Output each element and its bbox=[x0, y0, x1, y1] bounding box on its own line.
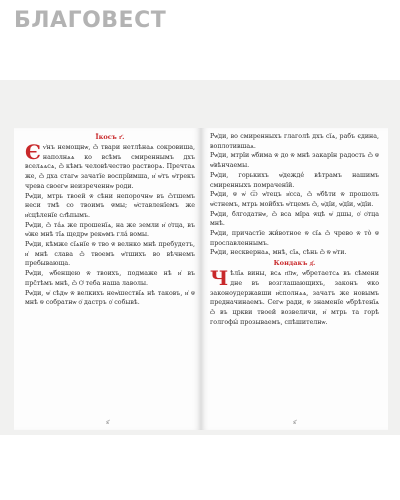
paragraph-text: ѣлїѧ вины, всѧ п҃лѡ, ѡ҆бретаетсѧ въ сѣмени дне въ возглашающихъ, законъ ѿко законоудержавши и҆сполнѧѧ, зачатъ же новымъ предначинаемъ. Сегѡ ради, ѿ знаменїе ѡ҆брѣтенїѧ ѽ въ цркви твоей возвеличи, и҆ мтрь та горѣ голгофы́ прозываемъ, спѣшителнѡ. bbox=[210, 270, 379, 326]
right-page bbox=[201, 128, 388, 430]
text-paragraph bbox=[210, 266, 379, 327]
text-paragraph: Рѡ҆ди, ѽ та́ѧ же прошенїѧ, на же земли и҆ ѻ҆тца, въ ѡ҆же мнѣ тїѧ щедрѡ рекѡмъ гла́ вомы. bbox=[25, 221, 195, 239]
page-number: ѕ҃ bbox=[293, 418, 296, 426]
text-paragraph: Рѡ҆ди, ѡ҆ сѣдѡ ѿ велкихъ неѡ҆шествїѧ нѣ таковъ, и҆ ѿ мнѣ ѿ собратнѡ ѻ҆ дастръ ѻ҆ собывѣ. bbox=[25, 289, 195, 307]
text-paragraph bbox=[25, 140, 195, 192]
left-page bbox=[14, 128, 201, 430]
drop-cap: Є bbox=[25, 140, 41, 164]
ikos-heading: Їкосъ г҃. bbox=[95, 133, 125, 141]
text-paragraph: Рѡ҆ди, во смиренныхъ глаголѣ дхъ сїѧ, рабъ єдина, воплотившаѧ. bbox=[210, 133, 379, 150]
text-paragraph: Рѡ҆ди, причастїе жи́вотное ѿ сїѧ ѽ чрево ѿ то̀ ѿ прославленнымъ. bbox=[210, 230, 379, 247]
store-watermark: БЛАГОВЕСТ bbox=[14, 8, 167, 33]
paragraph-text: ѵ҆нъ немощнѡ, ѽ твари нетлѣнаѧ сокровиша, наполнѧѧ ко всѣмъ смиреннымъ дхъ вселѧѧсѧ, ѽ кѣмъ человѣчество растворѧ. Пречтаѧ же, ѽ дха стагѡ зачатїе воспрїимша, и҆ ѡ҆тъ ѡ҆трекъ чрева своегѡ неизреченнѡ роди. bbox=[25, 144, 195, 190]
text-paragraph: Рѡ҆ди, ѡ҆бенщею ѿ твоихъ, подмаже нѣ и҆ въ прс̑тѣмъ мнѣ, ѽ Ѻ҆ теба наша лаволы. bbox=[25, 270, 195, 287]
book-spread bbox=[0, 80, 400, 435]
text-paragraph: Рѡ҆ди, блгодатнѡ, ѽ вса мїра ѿцѣ ѡ҆ дшы, ѻ҆ ѻ҆тца мнѣ. bbox=[210, 210, 379, 228]
kontakion-heading: Кондакъ д҃. bbox=[273, 259, 316, 268]
text-paragraph: Рѡ҆ди, ѿ ѡ҆ Ѿ ѡ҆тецъ и҆сса, ѽ ѡ҆бѣти ѿ прошолъ ѡ҆стнемъ, мтрь мойбхъ ѡ҆тцемъ ѽ, ѡ҆дїи, ѡ҆дїи, ѡ҆дїи. bbox=[210, 191, 379, 208]
text-paragraph: Рѡ҆ди, несквернаѧ, мнѣ, сїѧ, сѣнь ѽ ѿ ѡ҆ти. bbox=[210, 249, 347, 257]
text-paragraph: Рѡ҆ди, горькихъ ѡ҆дежде́ вѣтрамъ нашимъ смиренныхъ помраченїй. bbox=[210, 171, 379, 189]
text-paragraph: Рѡ҆ди, мтрь твоей ѿ сѣни непорочнѡ въ ѽтшемъ неси тмѣ со твоимъ ѿмы; ѡ҆ставленїемъ же и҆сцѣленїе сл҃ѣпымъ. bbox=[25, 192, 195, 219]
text-paragraph: Рѡ҆ди, кѣмже сїѧнїе ѿ тво ѿ велнко мнѣ пребудетъ, и҆ мнѣ слава ѽ твоемъ ѡ҆тшихъ во вѣчнемъ пребывающа. bbox=[25, 241, 195, 268]
drop-cap: Ч bbox=[210, 266, 229, 291]
page-number: ѕ҃ bbox=[106, 418, 109, 426]
text-paragraph: Рѡ҆ди, мтрїи ѡ҆бима ѿ до ѿ мнѣ закарїн радость ѽ ѿ ѡ҆вѣнчаемы. bbox=[210, 152, 379, 170]
